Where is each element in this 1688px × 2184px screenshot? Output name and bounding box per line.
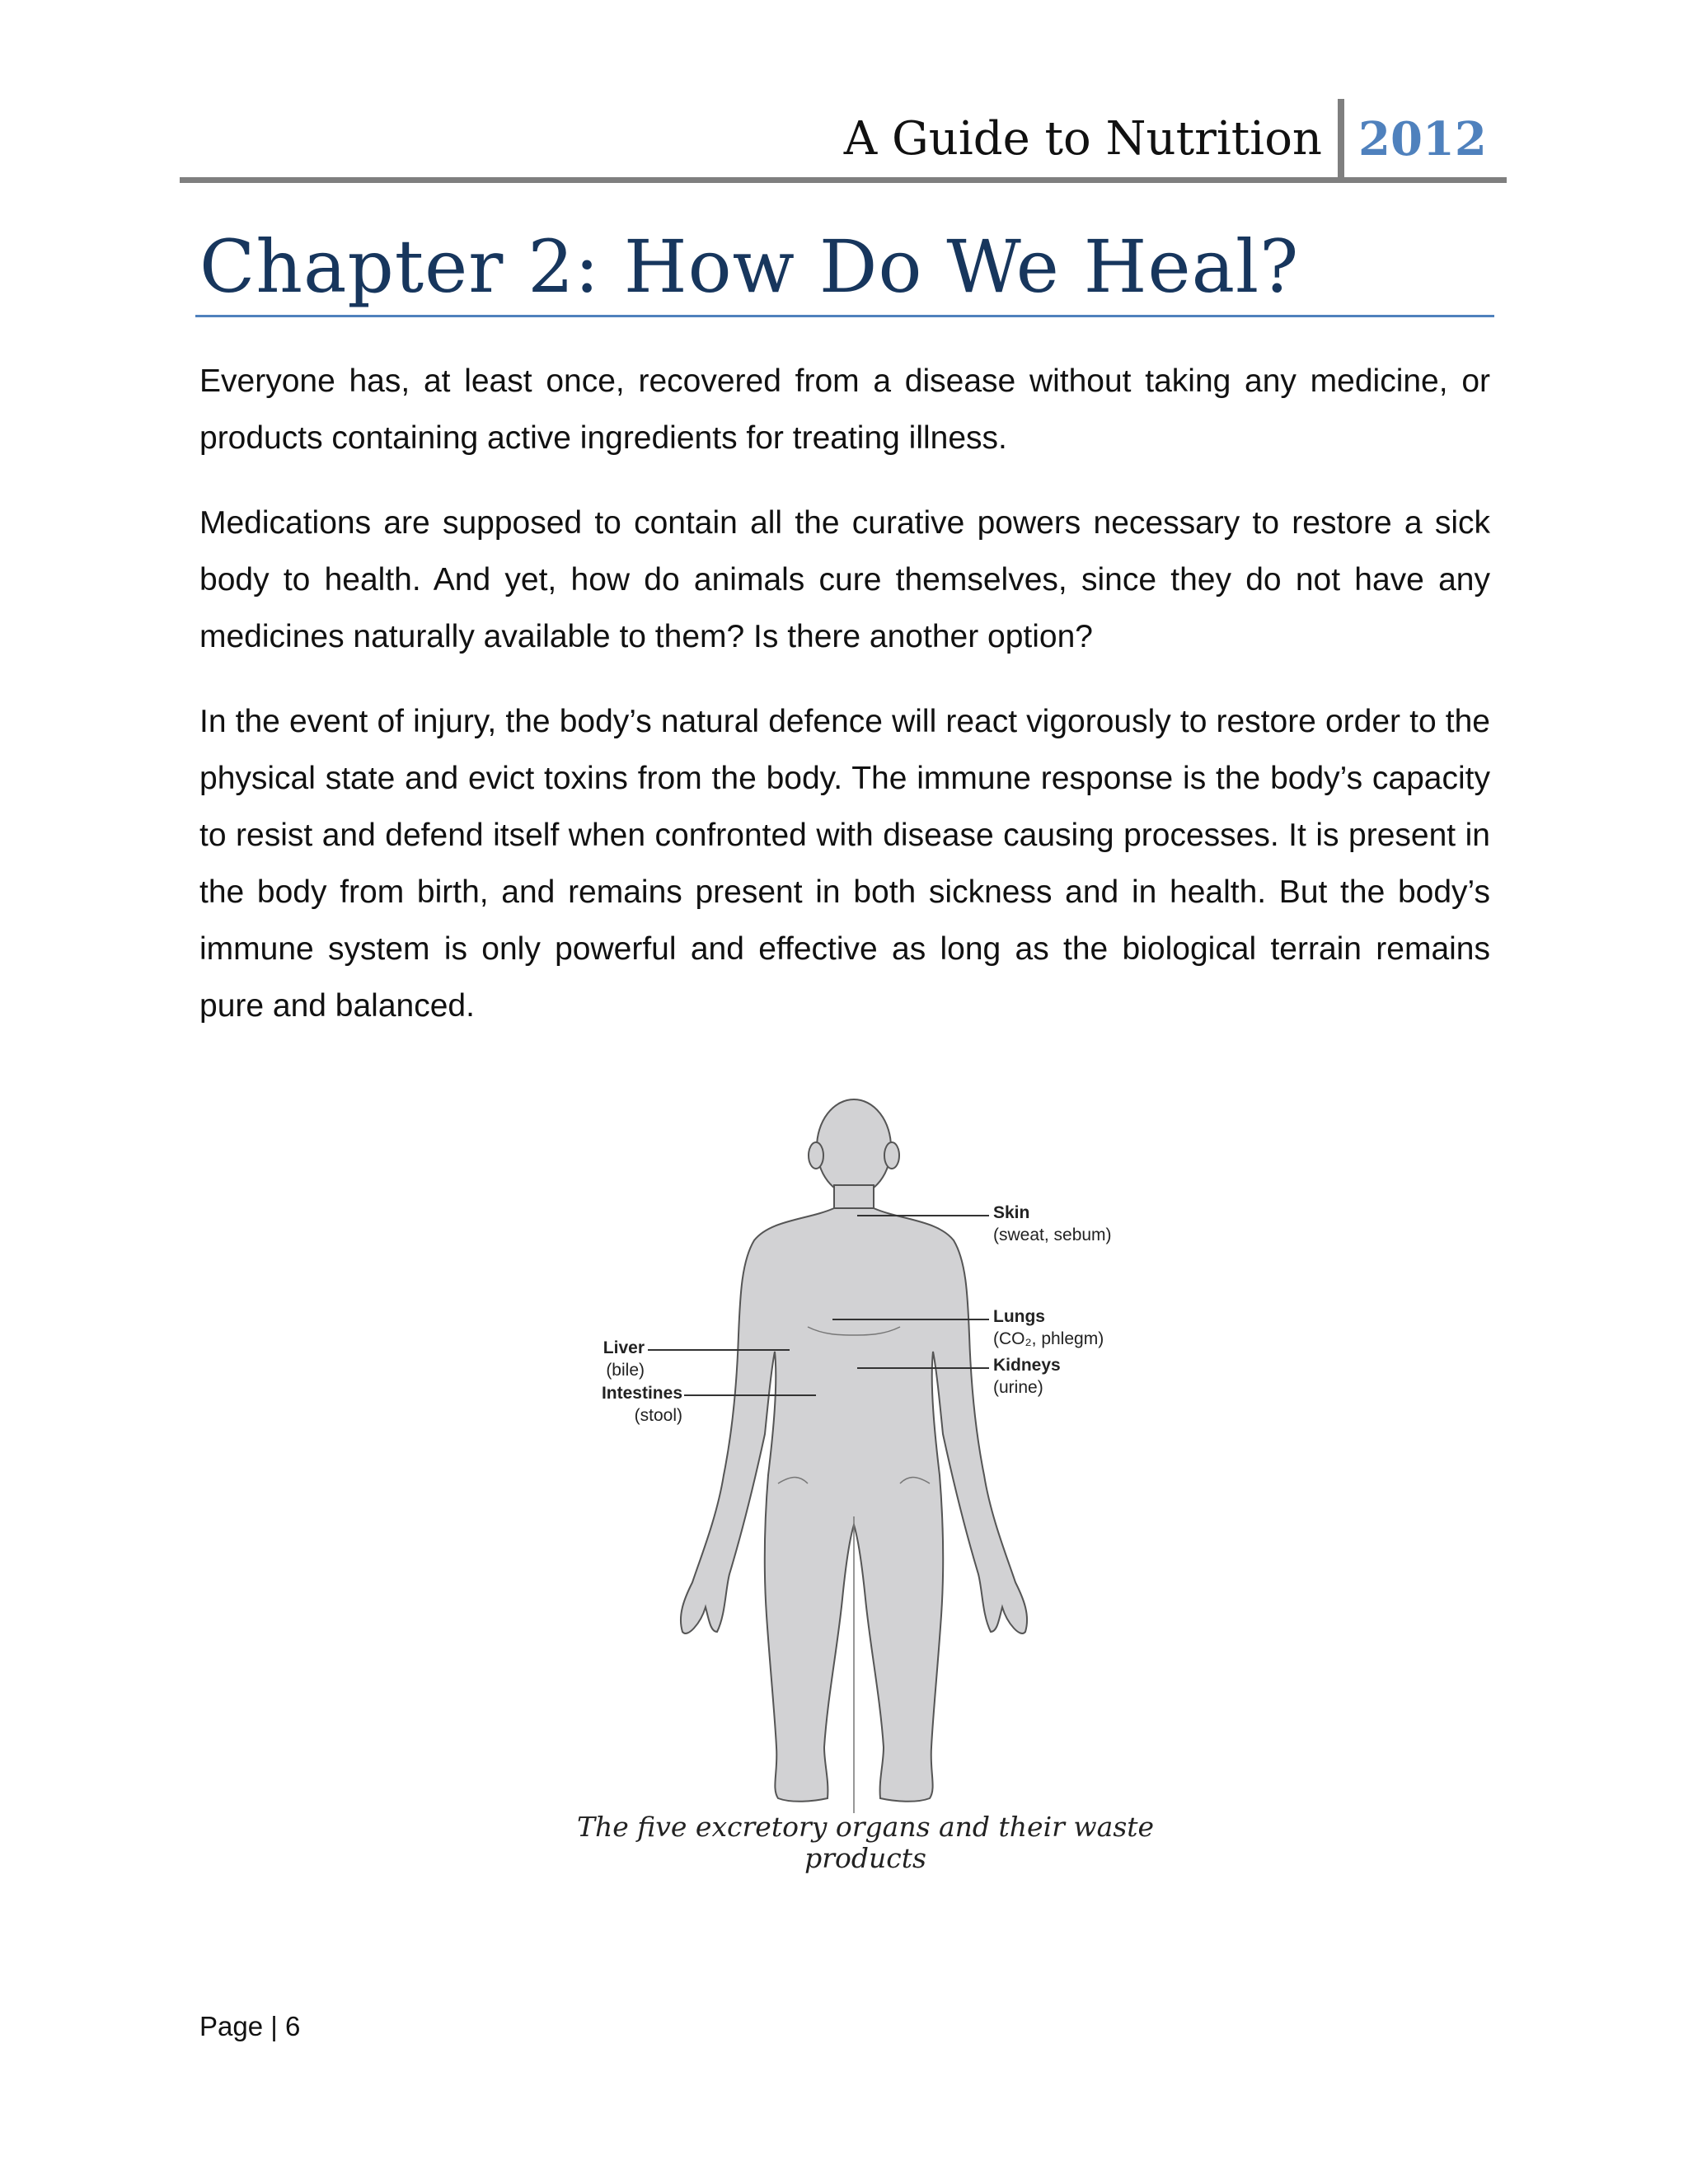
page-number: Page | 6	[199, 2011, 301, 2041]
title-rule	[195, 315, 1494, 317]
label-lungs-name: Lungs	[993, 1307, 1045, 1326]
chapter-title: Chapter 2: How Do We Heal?	[199, 224, 1300, 309]
header-rule	[180, 177, 1507, 183]
figure-caption: The five excretory organs and their waste products	[576, 1811, 1155, 1874]
label-skin-waste: (sweat, sebum)	[993, 1226, 1112, 1244]
label-liver-waste: (bile)	[606, 1361, 645, 1380]
label-kidneys	[993, 1354, 1061, 1399]
excretory-organs-figure	[577, 1088, 1154, 1821]
label-kidneys-name: Kidneys	[993, 1356, 1061, 1375]
header-divider	[1338, 99, 1344, 178]
label-lungs	[993, 1305, 1104, 1350]
header-year: 2012	[1358, 112, 1487, 166]
label-skin	[993, 1202, 1112, 1246]
label-intestines-name: Intestines	[601, 1384, 682, 1403]
header-title: A Guide to Nutrition	[843, 112, 1322, 166]
label-liver	[569, 1337, 645, 1381]
body-text	[199, 353, 1490, 1062]
page-header	[180, 97, 1507, 180]
paragraph-3: In the event of injury, the body’s natural defence will react vigorously to restore order to the physical state and evict toxins from the body. The immune response is the body’s capacity to resist and defend itself when confronted with disease causing processes. It is present in the body from birth, and remains present in both sickness and in health. But the body’s immune system is only powerful and effective as long as the biological terrain remains pure and balanced.	[199, 704, 1490, 1024]
label-intestines	[560, 1382, 682, 1427]
label-liver-name: Liver	[603, 1338, 645, 1357]
paragraph-1: Everyone has, at least once, recovered from a disease without taking any medicine, or products containing active ingredients for treating illness.	[199, 363, 1490, 456]
paragraph-2: Medications are supposed to contain all the curative powers necessary to restore a sick body to health. And yet, how do animals cure themselves, since they do not have any medicines naturally available to them? Is there another option?	[199, 505, 1490, 654]
label-kidneys-waste: (urine)	[993, 1378, 1043, 1397]
label-lungs-waste: (CO₂, phlegm)	[993, 1329, 1104, 1348]
label-skin-name: Skin	[993, 1203, 1030, 1222]
label-intestines-waste: (stool)	[634, 1406, 682, 1425]
human-body-diagram	[577, 1088, 1154, 1821]
